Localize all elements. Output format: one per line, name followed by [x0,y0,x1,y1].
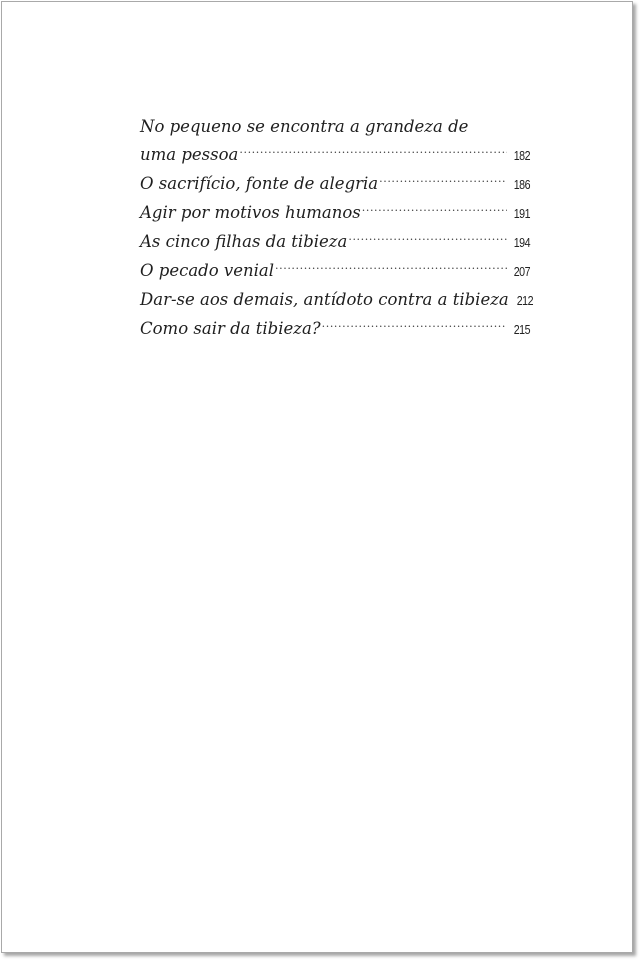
dot-leader [379,173,507,190]
table-of-contents [140,113,533,344]
toc-entry-page: 215 [513,322,530,337]
toc-entry-title: Como sair da tibieza? [140,319,321,338]
toc-entry-title: Agir por motivos humanos [140,203,361,222]
toc-entry-title: O sacrifício, fonte de alegria [140,174,379,193]
toc-entry [140,113,530,170]
toc-entry [140,286,533,315]
toc-entry [140,315,530,344]
dot-leader [348,231,507,248]
dot-leader [275,260,507,277]
toc-entry-title: O pecado venial [140,261,275,280]
toc-entry-page: 186 [513,177,530,192]
toc-entry-page: 182 [513,148,530,163]
toc-entry-title-line1: No pequeno se encontra a grandeza de [140,117,469,136]
toc-entry-page: 212 [516,293,533,308]
dot-leader [239,144,507,161]
book-page [1,1,633,953]
dot-leader [322,318,507,335]
toc-entry-page: 191 [513,206,530,221]
toc-entry [140,257,530,286]
toc-entry-page: 194 [513,235,530,250]
dot-leader [362,202,507,219]
toc-entry-title: Dar-se aos demais, antídoto contra a tibieza [140,290,509,309]
toc-entry [140,170,530,199]
toc-entry-page: 207 [513,264,530,279]
toc-entry-title: As cinco filhas da tibieza [140,232,348,251]
toc-entry-title: uma pessoa [140,145,239,164]
toc-entry [140,199,530,228]
toc-entry [140,228,530,257]
